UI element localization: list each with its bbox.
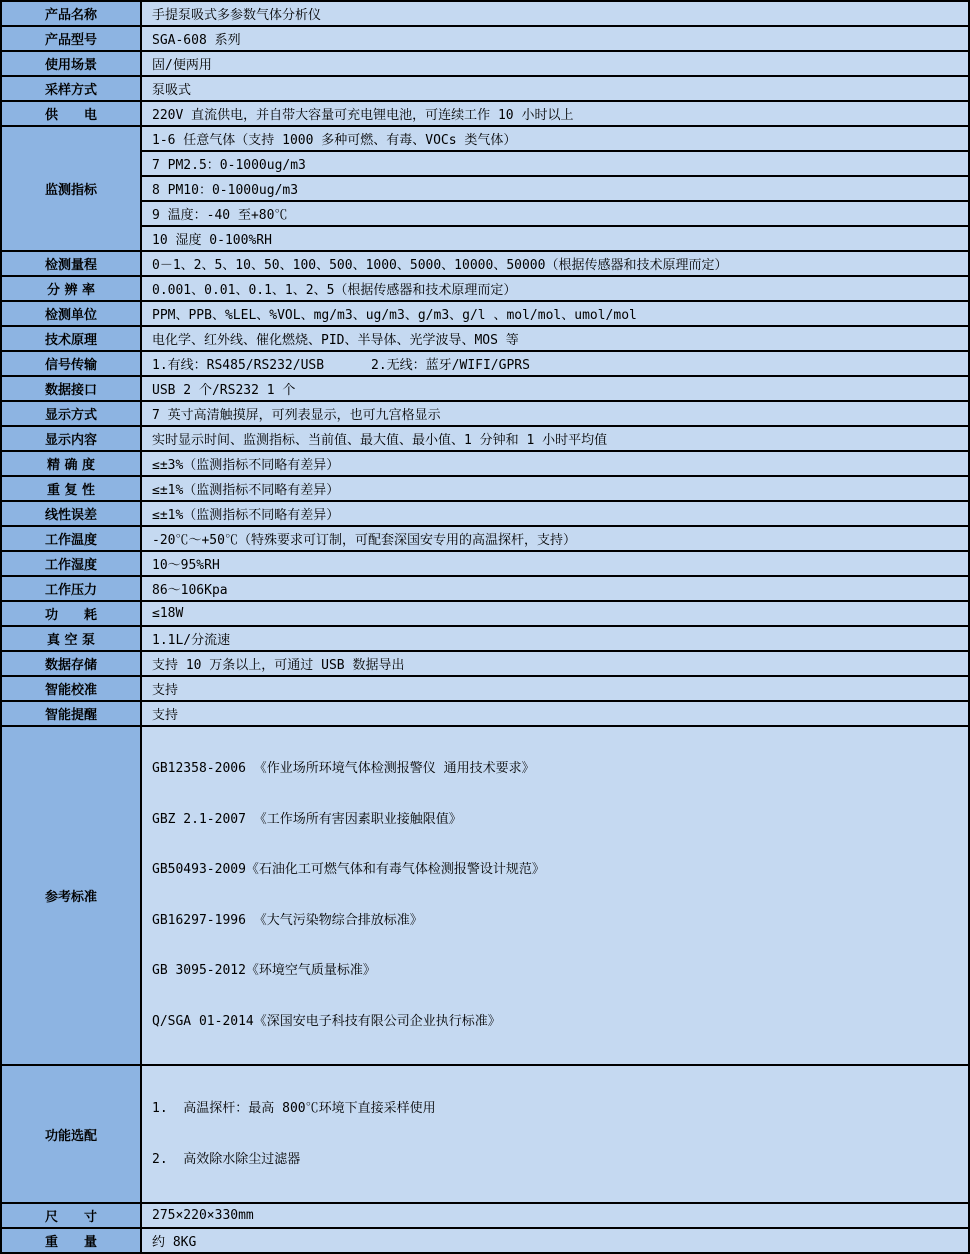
value-vacuum-pump: 1.1L/分流速 bbox=[141, 626, 969, 651]
value-monitoring-indicator-5: 10 湿度 0-100%RH bbox=[141, 226, 969, 251]
row-working-humidity bbox=[1, 551, 969, 576]
label-data-interface: 数据接口 bbox=[1, 376, 141, 401]
row-working-pressure bbox=[1, 576, 969, 601]
row-monitoring-indicator-4 bbox=[1, 201, 969, 226]
row-dimensions bbox=[1, 1203, 969, 1228]
value-working-temperature: -20℃～+50℃（特殊要求可订制，可配套深国安专用的高温探杆，支持） bbox=[141, 526, 969, 551]
row-monitoring-indicator-2 bbox=[1, 151, 969, 176]
row-product-model bbox=[1, 26, 969, 51]
value-working-humidity: 10～95%RH bbox=[141, 551, 969, 576]
label-linearity-error: 线性误差 bbox=[1, 501, 141, 526]
value-technical-principle: 电化学、红外线、催化燃烧、PID、半导体、光学波导、MOS 等 bbox=[141, 326, 969, 351]
row-reference-standards bbox=[1, 726, 969, 1065]
value-sampling-method: 泵吸式 bbox=[141, 76, 969, 101]
value-data-storage: 支持 10 万条以上，可通过 USB 数据导出 bbox=[141, 651, 969, 676]
row-usage-scenario bbox=[1, 51, 969, 76]
value-product-model: SGA-608 系列 bbox=[141, 26, 969, 51]
row-smart-calibration bbox=[1, 676, 969, 701]
standard-item: GB 3095-2012《环境空气质量标准》 bbox=[152, 963, 376, 978]
value-power-consumption: ≤18W bbox=[141, 601, 969, 626]
label-working-temperature: 工作温度 bbox=[1, 526, 141, 551]
row-repeatability bbox=[1, 476, 969, 501]
label-sampling-method: 采样方式 bbox=[1, 76, 141, 101]
row-working-temperature bbox=[1, 526, 969, 551]
value-signal-transmission: 1.有线：RS485/RS232/USB 2.无线：蓝牙/WIFI/GPRS bbox=[141, 351, 969, 376]
label-display-mode: 显示方式 bbox=[1, 401, 141, 426]
label-power-supply: 供 电 bbox=[1, 101, 141, 126]
value-accuracy: ≤±3%（监测指标不同略有差异） bbox=[141, 451, 969, 476]
row-vacuum-pump bbox=[1, 626, 969, 651]
row-signal-transmission bbox=[1, 351, 969, 376]
label-power-consumption: 功 耗 bbox=[1, 601, 141, 626]
value-display-mode: 7 英寸高清触摸屏，可列表显示，也可九宫格显示 bbox=[141, 401, 969, 426]
value-display-content: 实时显示时间、监测指标、当前值、最大值、最小值、1 分钟和 1 小时平均值 bbox=[141, 426, 969, 451]
label-reference-standards: 参考标准 bbox=[1, 726, 141, 1065]
label-optional-features: 功能选配 bbox=[1, 1065, 141, 1203]
row-power-consumption bbox=[1, 601, 969, 626]
standard-item: GB16297-1996 《大气污染物综合排放标准》 bbox=[152, 912, 423, 928]
standard-item: GBZ 2.1-2007 《工作场所有害因素职业接触限值》 bbox=[152, 811, 462, 827]
value-smart-calibration: 支持 bbox=[141, 676, 969, 701]
label-resolution: 分 辨 率 bbox=[1, 276, 141, 301]
value-repeatability: ≤±1%（监测指标不同略有差异） bbox=[141, 476, 969, 501]
value-monitoring-indicator-4: 9 温度：-40 至+80℃ bbox=[141, 201, 969, 226]
value-monitoring-indicator-1: 1-6 任意气体（支持 1000 多种可燃、有毒、VOCs 类气体） bbox=[141, 126, 969, 151]
optional-feature-item: 1. 高温探杆：最高 800℃环境下直接采样使用 bbox=[152, 1101, 436, 1116]
value-power-supply: 220V 直流供电，并自带大容量可充电锂电池，可连续工作 10 小时以上 bbox=[141, 101, 969, 126]
label-repeatability: 重 复 性 bbox=[1, 476, 141, 501]
row-accuracy bbox=[1, 451, 969, 476]
row-power-supply bbox=[1, 101, 969, 126]
row-data-storage bbox=[1, 651, 969, 676]
row-monitoring-indicators bbox=[1, 126, 969, 151]
label-working-humidity: 工作湿度 bbox=[1, 551, 141, 576]
row-monitoring-indicator-5 bbox=[1, 226, 969, 251]
row-data-interface bbox=[1, 376, 969, 401]
label-accuracy: 精 确 度 bbox=[1, 451, 141, 476]
row-sampling-method bbox=[1, 76, 969, 101]
label-technical-principle: 技术原理 bbox=[1, 326, 141, 351]
value-linearity-error: ≤±1%（监测指标不同略有差异） bbox=[141, 501, 969, 526]
value-monitoring-indicator-2: 7 PM2.5：0-1000ug/m3 bbox=[141, 151, 969, 176]
value-monitoring-indicator-3: 8 PM10：0-1000ug/m3 bbox=[141, 176, 969, 201]
value-usage-scenario: 固/便两用 bbox=[141, 51, 969, 76]
label-smart-reminder: 智能提醒 bbox=[1, 701, 141, 726]
label-product-name: 产品名称 bbox=[1, 1, 141, 26]
row-display-mode bbox=[1, 401, 969, 426]
row-technical-principle bbox=[1, 326, 969, 351]
row-monitoring-indicator-3 bbox=[1, 176, 969, 201]
value-dimensions: 275×220×330mm bbox=[141, 1203, 969, 1228]
label-detection-unit: 检测单位 bbox=[1, 301, 141, 326]
label-smart-calibration: 智能校准 bbox=[1, 676, 141, 701]
value-optional-features bbox=[141, 1065, 969, 1203]
standard-item: GB50493-2009《石油化工可燃气体和有毒气体检测报警设计规范》 bbox=[152, 862, 545, 877]
value-resolution: 0.001、0.01、0.1、1、2、5（根据传感器和技术原理而定） bbox=[141, 276, 969, 301]
label-display-content: 显示内容 bbox=[1, 426, 141, 451]
value-working-pressure: 86～106Kpa bbox=[141, 576, 969, 601]
label-working-pressure: 工作压力 bbox=[1, 576, 141, 601]
label-monitoring-indicators: 监测指标 bbox=[1, 126, 141, 251]
label-vacuum-pump: 真 空 泵 bbox=[1, 626, 141, 651]
label-detection-range: 检测量程 bbox=[1, 251, 141, 276]
row-detection-range bbox=[1, 251, 969, 276]
row-detection-unit bbox=[1, 301, 969, 326]
value-reference-standards bbox=[141, 726, 969, 1065]
row-display-content bbox=[1, 426, 969, 451]
value-data-interface: USB 2 个/RS232 1 个 bbox=[141, 376, 969, 401]
row-smart-reminder bbox=[1, 701, 969, 726]
label-dimensions: 尺 寸 bbox=[1, 1203, 141, 1228]
label-weight: 重 量 bbox=[1, 1228, 141, 1253]
row-product-name bbox=[1, 1, 969, 26]
label-usage-scenario: 使用场景 bbox=[1, 51, 141, 76]
label-product-model: 产品型号 bbox=[1, 26, 141, 51]
row-optional-features bbox=[1, 1065, 969, 1203]
label-data-storage: 数据存储 bbox=[1, 651, 141, 676]
value-detection-unit: PPM、PPB、%LEL、%VOL、mg/m3、ug/m3、g/m3、g/l 、mol/mol、umol/mol bbox=[141, 301, 969, 326]
value-product-name: 手提泵吸式多参数气体分析仪 bbox=[141, 1, 969, 26]
value-smart-reminder: 支持 bbox=[141, 701, 969, 726]
value-weight: 约 8KG bbox=[141, 1228, 969, 1253]
standard-item: GB12358-2006 《作业场所环境气体检测报警仪 通用技术要求》 bbox=[152, 761, 535, 776]
row-weight bbox=[1, 1228, 969, 1253]
standard-item: Q/SGA 01-2014《深国安电子科技有限公司企业执行标准》 bbox=[152, 1013, 501, 1029]
label-signal-transmission: 信号传输 bbox=[1, 351, 141, 376]
row-resolution bbox=[1, 276, 969, 301]
row-linearity-error bbox=[1, 501, 969, 526]
optional-feature-item: 2. 高效除水除尘过滤器 bbox=[152, 1152, 301, 1167]
value-detection-range: 0－1、2、5、10、50、100、500、1000、5000、10000、50000（根据传感器和技术原理而定） bbox=[141, 251, 969, 276]
